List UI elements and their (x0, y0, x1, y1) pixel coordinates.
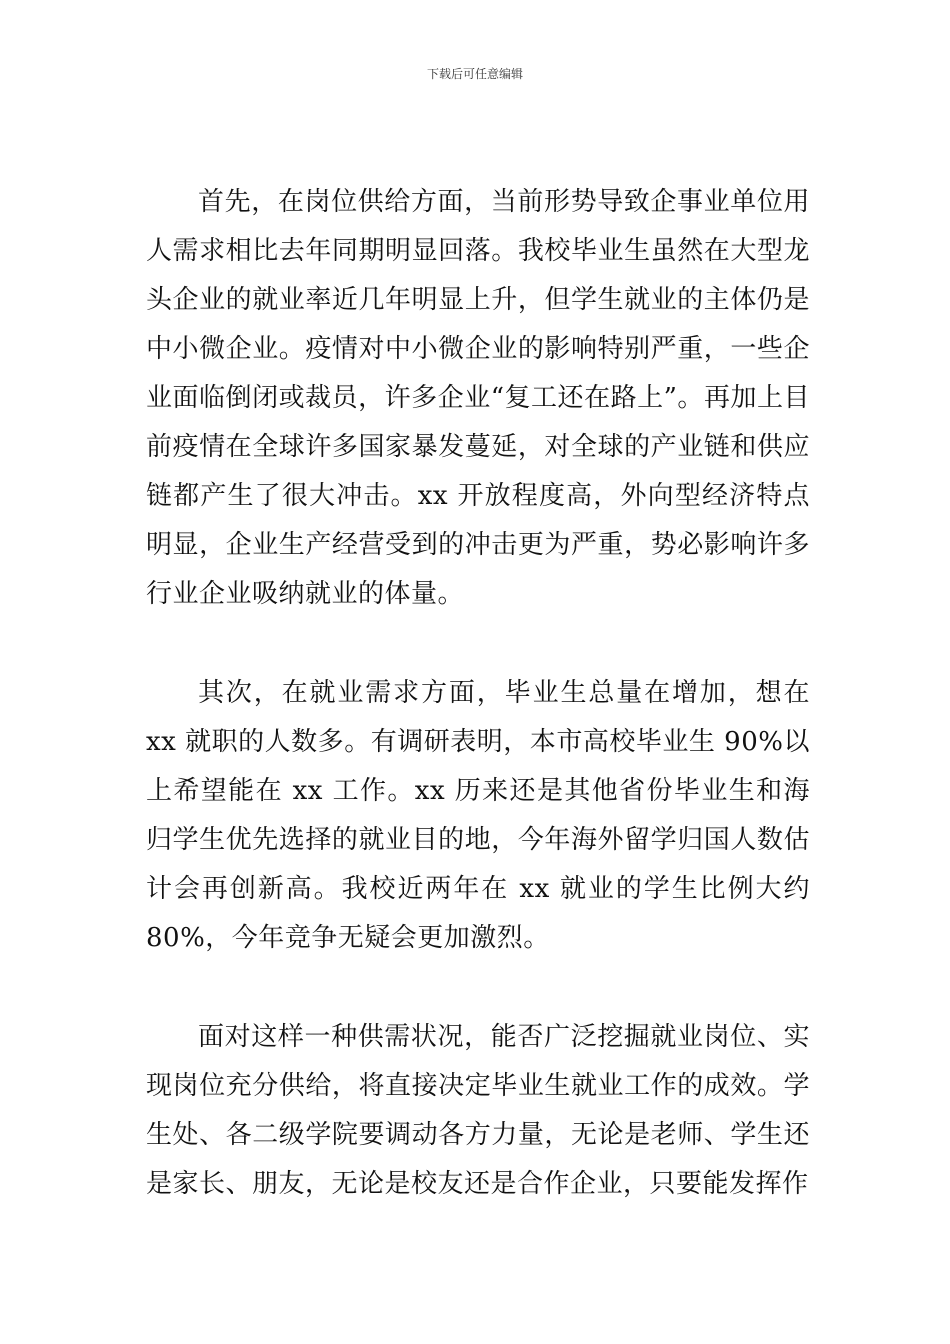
paragraph-supply-demand-response: 面对这样一种供需状况，能否广泛挖掘就业岗位、实现岗位充分供给，将直接决定毕业生就业工作的成效。学生处、各二级学院要调动各方力量，无论是老师、学生还是家长、朋友，无论是校友还是合作企业，只要能发挥作 (146, 1022, 810, 1199)
paragraph-job-demand: 其次，在就业需求方面，毕业生总量在增加，想在 xx 就职的人数多。有调研表明，本市高校毕业生 90%以上希望能在 xx 工作。xx 历来还是其他省份毕业生和海归学生优先选择的就业目的地，今年海外留学归国人数估计会再创新高。我校近两年在 xx 就业的学生比例大约 80%，今年竞争无疑会更加激烈。 (146, 678, 810, 953)
paragraph-job-supply: 首先，在岗位供给方面，当前形势导致企事业单位用人需求相比去年同期明显回落。我校毕业生虽然在大型龙头企业的就业率近几年明显上升，但学生就业的主体仍是中小微企业。疫情对中小微企业的影响特别严重，一些企业面临倒闭或裁员，许多企业“复工还在路上”。再加上目前疫情在全球许多国家暴发蔓延，对全球的产业链和供应链都产生了很大冲击。xx 开放程度高，外向型经济特点明显，企业生产经营受到的冲击更为严重，势必影响许多行业企业吸纳就业的体量。 (146, 187, 810, 609)
document-body (146, 178, 810, 1259)
header-note: 下载后可任意编辑 (426, 67, 523, 81)
